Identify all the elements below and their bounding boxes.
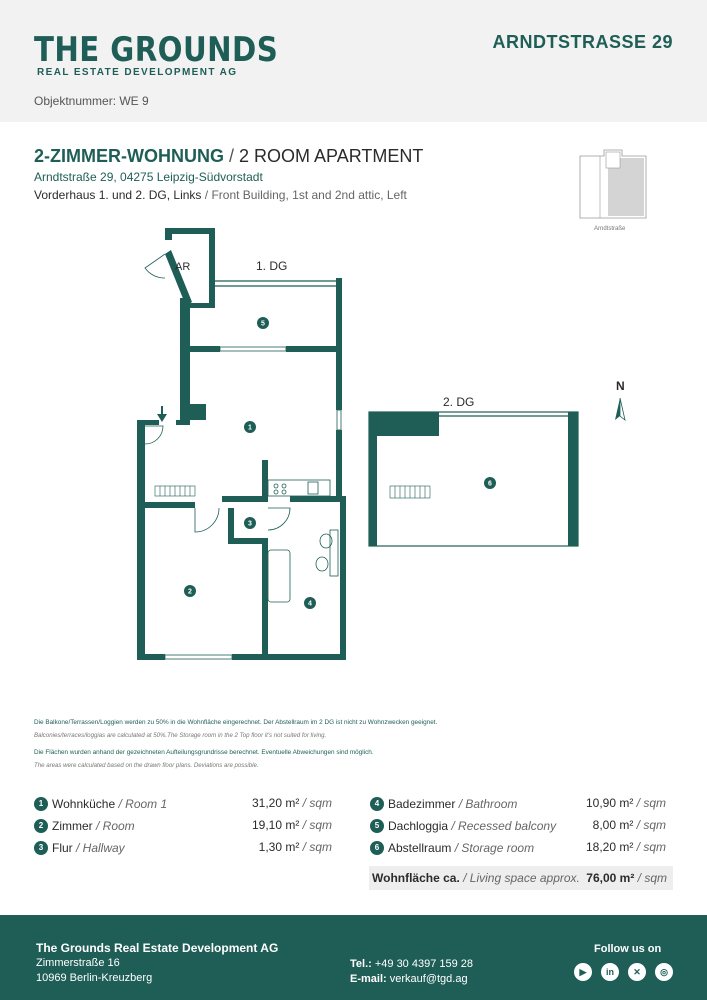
apartment-location xyxy=(34,188,407,202)
room-name-en: / Bathroom xyxy=(455,796,518,811)
room-number-badge: 2 xyxy=(34,819,48,833)
apartment-title-de: 2-ZIMMER-WOHNUNG xyxy=(34,146,224,166)
room-area: 19,10 m² / sqm xyxy=(251,818,332,832)
ar-label: AR xyxy=(175,261,191,273)
north-label: N xyxy=(616,379,625,393)
apartment-title-en: 2 ROOM APARTMENT xyxy=(239,146,424,166)
room-name-de: Dachloggia xyxy=(388,818,449,833)
bedroom-bottom-wall xyxy=(137,654,165,660)
bedroom-bottom-wall-2 xyxy=(232,654,346,660)
room-name-de: Zimmer xyxy=(52,818,96,833)
object-number: Objektnummer: WE 9 xyxy=(34,94,149,108)
room-row xyxy=(34,796,332,814)
notes-block xyxy=(34,719,674,769)
instagram-icon[interactable]: ◎ xyxy=(655,963,673,981)
bedroom-window xyxy=(165,655,232,659)
room-name-de: Flur xyxy=(52,840,73,855)
company-logo-subtitle: REAL ESTATE DEVELOPMENT AG xyxy=(37,67,238,78)
stairs-1dg xyxy=(155,486,195,496)
total-label-en: / Living space approx. xyxy=(459,871,580,885)
loggia-right-wall xyxy=(336,278,342,346)
floor-1-label: 1. DG xyxy=(256,259,288,273)
loggia-kitchen-wall-right xyxy=(286,346,342,352)
bath-top-wall xyxy=(290,496,346,502)
floor-plan xyxy=(0,210,707,690)
kitchen-right-wall-2 xyxy=(336,430,342,496)
kitchen-counter-wall xyxy=(262,460,268,498)
kitchen-right-wall xyxy=(336,346,342,410)
room-marker-6-label: 6 xyxy=(488,480,492,488)
room-area: 8,00 m² / sqm xyxy=(592,818,666,832)
bath-left-wall xyxy=(262,538,268,660)
room-marker-3-label: 3 xyxy=(248,520,252,528)
footer xyxy=(0,915,707,1000)
ar-door xyxy=(145,254,165,278)
hall-wall xyxy=(222,496,268,502)
footer-email[interactable]: E-mail: verkauf@tgd.ag xyxy=(350,973,468,985)
loggia-left-wall xyxy=(180,298,190,346)
room-number-badge: 6 xyxy=(370,841,384,855)
bath-fittings xyxy=(268,530,338,602)
hall-left-wall xyxy=(137,420,145,660)
room-name-en: / Hallway xyxy=(72,840,125,855)
room-area: 10,90 m² / sqm xyxy=(585,796,666,810)
note-balcony-en: Balconies/terraces/loggias are calculated at 50%.The Storage room in the 2 Top floor it's not suited for living. xyxy=(34,732,327,739)
youtube-icon[interactable]: ▶ xyxy=(574,963,592,981)
apartment-title xyxy=(34,146,423,167)
entrance-door xyxy=(145,426,163,444)
room-marker-4-label: 4 xyxy=(308,600,312,608)
room-marker-2-label: 2 xyxy=(188,588,192,596)
room-name-de: Badezimmer xyxy=(388,796,456,811)
linkedin-icon[interactable]: in xyxy=(601,963,619,981)
room-marker-1-label: 1 xyxy=(248,424,252,432)
room-name-de: Wohnküche xyxy=(52,796,116,811)
keymap-street-label: Arndtstraße xyxy=(594,226,626,232)
footer-city: 10969 Berlin-Kreuzberg xyxy=(36,972,153,984)
kitchen-left-wall xyxy=(180,346,190,422)
floor-2-label: 2. DG xyxy=(443,395,475,409)
xing-icon[interactable]: ✕ xyxy=(628,963,646,981)
company-logo[interactable]: THE GROUNDS xyxy=(34,30,279,70)
room-number-badge: 4 xyxy=(370,797,384,811)
room-row xyxy=(34,840,332,858)
room-marker-5-label: 5 xyxy=(261,320,265,328)
hallway-bottom-wall xyxy=(228,538,266,544)
storage-top-left-wall xyxy=(369,412,439,436)
room-row xyxy=(370,840,666,858)
room-name-de: Abstellraum xyxy=(388,840,452,855)
room-row xyxy=(370,796,666,814)
north-arrow xyxy=(615,379,625,420)
room-name-en: / Room xyxy=(96,818,135,833)
storage-right-wall xyxy=(568,412,578,546)
bedroom-door xyxy=(195,508,219,532)
kitchen-side-window xyxy=(337,410,341,430)
street-title: ARNDTSTRASSE 29 xyxy=(492,32,673,52)
location-en: / Front Building, 1st and 2nd attic, Left xyxy=(201,188,407,202)
bath-right-wall xyxy=(340,496,346,660)
room-row xyxy=(34,818,332,836)
chimney xyxy=(190,404,206,420)
note-areas-de: Die Flächen wurden anhand der gezeichneten Aufteilungsgrundrisse berechnet. Eventuelle Abweichungen sind möglich. xyxy=(34,749,374,756)
room-row xyxy=(370,818,666,836)
footer-company: The Grounds Real Estate Development AG xyxy=(36,941,279,955)
kitchen-counter xyxy=(268,480,330,496)
bedroom-top-wall xyxy=(137,502,195,508)
note-areas-en: The areas were calculated based on the drawn floor plans. Deviations are possible. xyxy=(34,762,259,769)
stairs-2dg xyxy=(390,486,430,498)
room-name-en: / Storage room xyxy=(451,840,535,855)
total-area: 76,00 m² / sqm xyxy=(586,871,667,885)
note-balcony-de: Die Balkone/Terrassen/Loggien werden zu 50% in die Wohnfläche eingerechnet. Der Abstellraum im 2 DG ist nicht zu Wohnzwecken geeignet. xyxy=(34,719,438,726)
entrance-arrow xyxy=(157,406,167,422)
room-number-badge: 5 xyxy=(370,819,384,833)
bath-door xyxy=(268,508,290,530)
hall-top-wall-2 xyxy=(176,420,190,425)
total-label-de: Wohnfläche ca. xyxy=(372,871,460,885)
footer-phone[interactable]: Tel.: +49 30 4397 159 28 xyxy=(350,958,474,970)
living-space-total xyxy=(369,866,673,890)
header-band xyxy=(0,0,707,122)
bathtub xyxy=(268,550,290,602)
apartment-address: Arndtstraße 29, 04275 Leipzig-Südvorstadt xyxy=(34,170,263,184)
ar-diagonal-wall xyxy=(165,250,192,306)
follow-us-label: Follow us on xyxy=(594,943,662,955)
title-separator: / xyxy=(223,146,239,166)
room-name-en: / Recessed balcony xyxy=(448,818,557,833)
room-area: 31,20 m² / sqm xyxy=(251,796,332,810)
room-area: 1,30 m² / sqm xyxy=(258,840,332,854)
room-area: 18,20 m² / sqm xyxy=(585,840,666,854)
location-de: Vorderhaus 1. und 2. DG, Links xyxy=(34,188,202,202)
kitchen-window xyxy=(220,347,286,351)
footer-street: Zimmerstraße 16 xyxy=(36,957,120,969)
storage-left-wall xyxy=(369,412,377,546)
room-number-badge: 3 xyxy=(34,841,48,855)
room-name-en: / Room 1 xyxy=(115,796,168,811)
room-number-badge: 1 xyxy=(34,797,48,811)
